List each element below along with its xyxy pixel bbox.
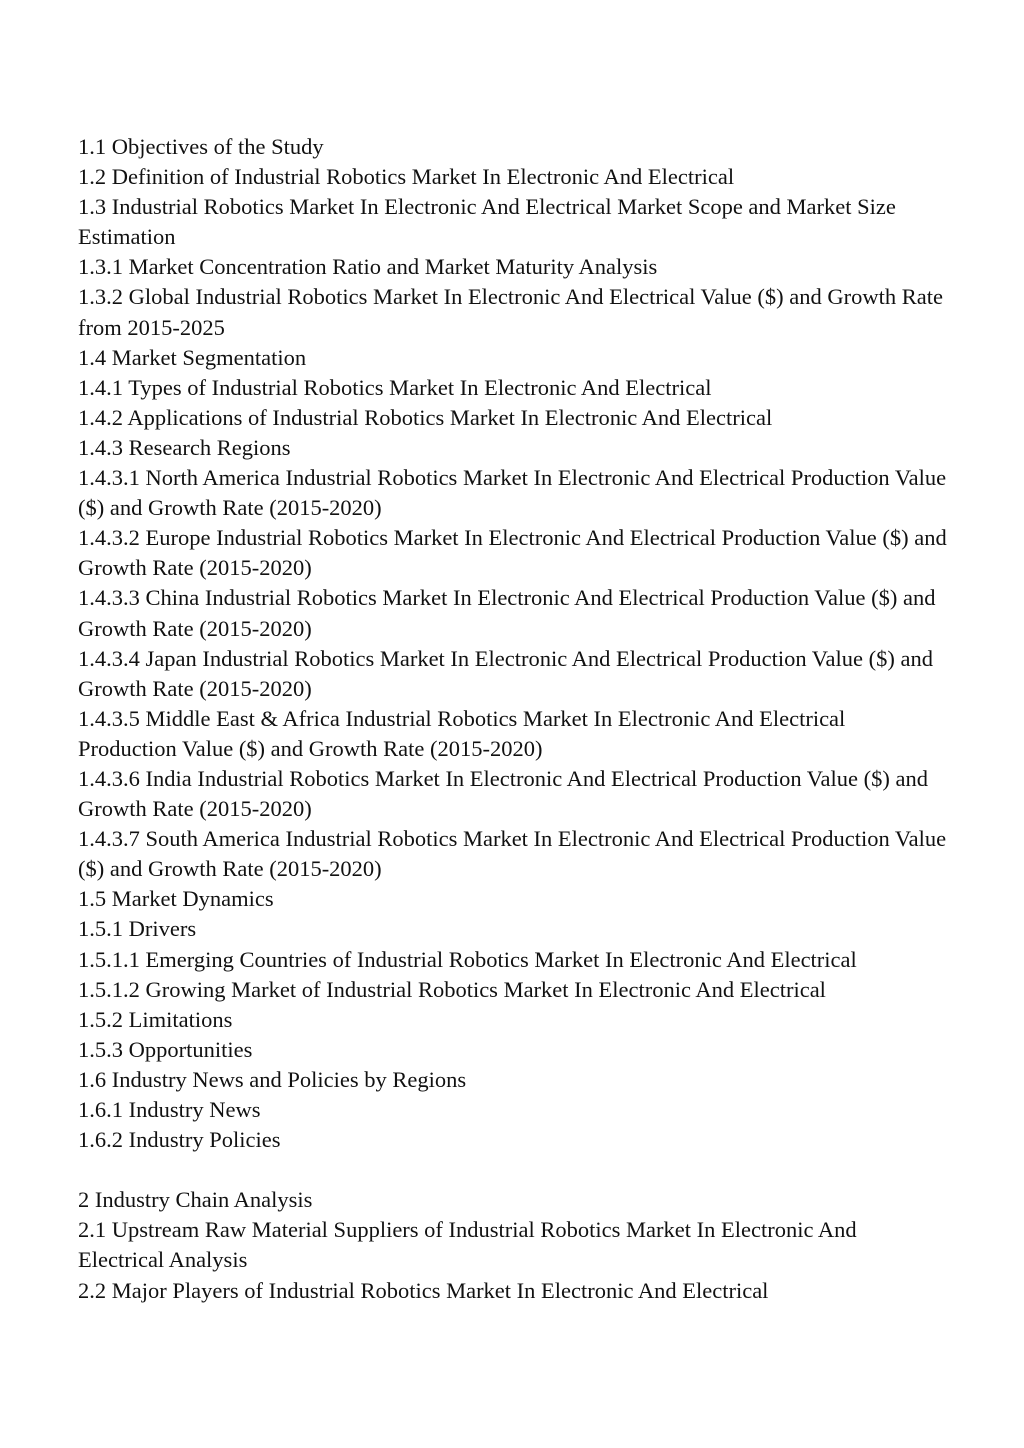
toc-entry: 1.4.3.3 China Industrial Robotics Market In Electronic And Electrical Production Value ($) and Growth Rate (2015-2020)	[78, 585, 936, 641]
toc-entry: 2.1 Upstream Raw Material Suppliers of Industrial Robotics Market In Electronic And Electrical Analysis	[78, 1217, 857, 1273]
toc-entry: 1.4.3.1 North America Industrial Robotics Market In Electronic And Electrical Production Value ($) and Growth Rate (2015-2020)	[78, 465, 947, 521]
section-spacer	[78, 1155, 948, 1185]
toc-entry: 1.4.3.4 Japan Industrial Robotics Market In Electronic And Electrical Production Value ($) and Growth Rate (2015-2020)	[78, 645, 933, 701]
toc-heading: 2 Industry Chain Analysis	[78, 1187, 313, 1213]
toc-entry: 1.4.3.5 Middle East & Africa Industrial Robotics Market In Electronic And Electrical Production Value ($) and Growth Rate (2015-2020)	[78, 705, 846, 761]
toc-entry: 1.4 Market Segmentation	[78, 344, 307, 370]
toc-section-2	[78, 1185, 948, 1305]
document-page	[78, 132, 948, 1306]
toc-entry: 1.4.3.7 South America Industrial Robotics Market In Electronic And Electrical Production Value ($) and Growth Rate (2015-2020)	[78, 826, 947, 882]
toc-entry: 1.4.1 Types of Industrial Robotics Market In Electronic And Electrical	[78, 374, 712, 400]
toc-entry: 1.4.3.2 Europe Industrial Robotics Market In Electronic And Electrical Production Value ($) and Growth Rate (2015-2020)	[78, 525, 947, 581]
toc-entry: 1.5.1.1 Emerging Countries of Industrial Robotics Market In Electronic And Electrical	[78, 946, 857, 972]
toc-entry: 1.2 Definition of Industrial Robotics Market In Electronic And Electrical	[78, 164, 735, 190]
toc-entry: 2.2 Major Players of Industrial Robotics Market In Electronic And Electrical	[78, 1277, 769, 1303]
toc-entry: 1.6.2 Industry Policies	[78, 1127, 281, 1153]
toc-entry: 1.5.2 Limitations	[78, 1006, 233, 1032]
toc-entry: 1.5 Market Dynamics	[78, 886, 274, 912]
toc-entry: 1.6 Industry News and Policies by Regions	[78, 1066, 467, 1092]
toc-entry: 1.3.2 Global Industrial Robotics Market In Electronic And Electrical Value ($) and Growth Rate from 2015-2025	[78, 284, 943, 340]
toc-entry: 1.5.1 Drivers	[78, 916, 197, 942]
toc-section-1	[78, 132, 948, 1155]
toc-entry: 1.3.1 Market Concentration Ratio and Market Maturity Analysis	[78, 254, 658, 280]
toc-entry: 1.3 Industrial Robotics Market In Electronic And Electrical Market Scope and Market Size Estimation	[78, 194, 896, 250]
toc-entry: 1.4.2 Applications of Industrial Robotics Market In Electronic And Electrical	[78, 404, 773, 430]
toc-entry: 1.6.1 Industry News	[78, 1097, 261, 1122]
toc-entry: 1.1 Objectives of the Study	[78, 134, 324, 159]
toc-entry: 1.4.3 Research Regions	[78, 434, 291, 460]
toc-entry: 1.5.3 Opportunities	[78, 1036, 253, 1062]
toc-entry: 1.4.3.6 India Industrial Robotics Market In Electronic And Electrical Production Value ($) and Growth Rate (2015-2020)	[78, 765, 928, 822]
toc-entry: 1.5.1.2 Growing Market of Industrial Robotics Market In Electronic And Electrical	[78, 976, 826, 1002]
